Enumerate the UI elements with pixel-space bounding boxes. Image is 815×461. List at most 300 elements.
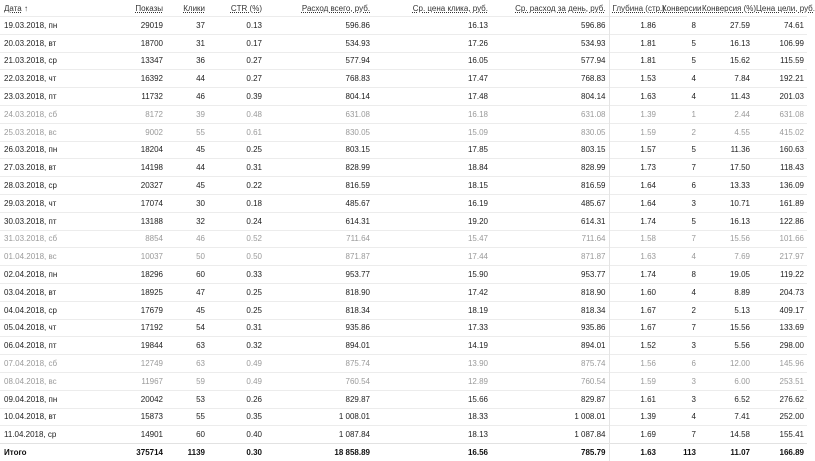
cell-conversions: 7 <box>691 430 696 440</box>
cell-avg-daily-spend: 816.59 <box>581 181 606 191</box>
cell-impressions: 13188 <box>140 216 163 226</box>
cell-impressions: 11967 <box>141 376 163 386</box>
cell-cost-per-goal: 145.96 <box>779 359 804 369</box>
cell-cost-per-goal: 204.73 <box>779 287 804 297</box>
cell-clicks: 53 <box>196 394 205 404</box>
cell-total-spend: 871.87 <box>345 252 370 262</box>
cell-avg-cpc: 16.05 <box>467 56 488 66</box>
cell-avg-daily-spend: 818.34 <box>581 305 606 315</box>
cell-cost-per-goal: 415.02 <box>779 127 804 137</box>
cell-date: 01.04.2018, вс <box>4 252 57 262</box>
cell-total-spend: 894.01 <box>345 341 370 351</box>
cell-date: 23.03.2018, пт <box>4 92 57 102</box>
cell-ctr: 0.49 <box>246 376 262 386</box>
cell-avg-cpc: 16.19 <box>467 198 488 208</box>
cell-impressions: 14901 <box>140 430 163 440</box>
cell-date: 07.04.2018, сб <box>4 359 58 369</box>
cell-conversions: 4 <box>691 92 696 102</box>
table-row <box>0 230 807 248</box>
cell-cost-per-goal: 115.59 <box>780 56 804 66</box>
cell-avg-daily-spend: 1 087.84 <box>574 430 606 440</box>
column-header-cost-per-goal[interactable]: Цена цели, руб. <box>756 3 815 13</box>
cell-ctr: 0.50 <box>246 252 262 262</box>
cell-avg-daily-spend: 818.90 <box>581 287 606 297</box>
cell-total-spend: 1 008.01 <box>338 412 370 422</box>
cell-cost-per-goal: 298.00 <box>779 341 804 351</box>
cell-clicks: 60 <box>196 270 205 280</box>
cell-conversion-rate: 15.56 <box>729 234 750 244</box>
cell-conversion-rate: 19.05 <box>729 270 750 280</box>
cell-conversion-rate: 12.00 <box>729 359 750 369</box>
cell-conversion-rate: 15.56 <box>729 323 750 333</box>
cell-impressions: 8854 <box>145 234 163 244</box>
cell-avg-cpc: 16.18 <box>467 109 488 119</box>
cell-ctr: 0.13 <box>246 20 262 30</box>
totals-conversions: 113 <box>659 444 699 461</box>
cell-total-spend: 534.93 <box>345 38 370 48</box>
cell-total-spend: 818.34 <box>345 305 370 315</box>
cell-total-spend: 830.05 <box>345 127 370 137</box>
cell-date: 20.03.2018, вт <box>4 38 57 48</box>
cell-avg-cpc: 14.19 <box>467 341 488 351</box>
cell-impressions: 19844 <box>140 341 163 351</box>
cell-impressions: 11732 <box>141 92 163 102</box>
cell-cost-per-goal: 161.89 <box>779 198 804 208</box>
cell-depth: 1.60 <box>609 283 659 301</box>
cell-ctr: 0.40 <box>246 430 262 440</box>
cell-depth: 1.64 <box>609 177 659 195</box>
totals-avg-cpc: 16.56 <box>373 444 491 461</box>
cell-total-spend: 711.64 <box>346 234 370 244</box>
cell-conversion-rate: 6.52 <box>734 394 750 404</box>
column-header-total-spend[interactable]: Расход всего, руб. <box>301 3 370 13</box>
column-header-avg-daily-spend[interactable]: Ср. расход за день, руб. <box>515 3 606 13</box>
cell-date: 22.03.2018, чт <box>4 74 57 84</box>
cell-conversions: 7 <box>691 163 696 173</box>
cell-total-spend: 818.90 <box>345 287 370 297</box>
table-row <box>0 212 807 230</box>
cell-impressions: 18925 <box>140 287 163 297</box>
cell-total-spend: 614.31 <box>345 216 370 226</box>
cell-clicks: 44 <box>196 74 205 84</box>
cell-clicks: 45 <box>196 305 205 315</box>
cell-cost-per-goal: 217.97 <box>779 252 804 262</box>
cell-depth: 1.59 <box>609 123 659 141</box>
cell-cost-per-goal: 101.66 <box>779 234 804 244</box>
cell-avg-daily-spend: 875.74 <box>581 359 606 369</box>
cell-cost-per-goal: 122.86 <box>779 216 804 226</box>
column-header-ctr[interactable]: CTR (%) <box>230 3 262 13</box>
cell-conversion-rate: 7.84 <box>734 74 750 84</box>
cell-depth: 1.81 <box>609 52 659 70</box>
cell-depth: 1.53 <box>609 70 659 88</box>
cell-avg-cpc: 18.84 <box>467 163 488 173</box>
cell-impressions: 18296 <box>140 270 163 280</box>
cell-conversion-rate: 16.13 <box>729 216 750 226</box>
cell-avg-daily-spend: 803.15 <box>581 145 606 155</box>
totals-avg-daily-spend: 785.79 <box>491 444 609 461</box>
cell-date: 08.04.2018, вс <box>4 376 57 386</box>
cell-conversion-rate: 13.33 <box>729 181 750 191</box>
cell-conversion-rate: 15.62 <box>729 56 750 66</box>
table-row <box>0 408 807 426</box>
cell-date: 26.03.2018, пн <box>4 145 58 155</box>
cell-avg-daily-spend: 614.31 <box>581 216 606 226</box>
cell-date: 11.04.2018, ср <box>4 430 57 440</box>
cell-cost-per-goal: 409.17 <box>779 305 804 315</box>
table-row <box>0 355 807 373</box>
header-row <box>0 0 807 17</box>
cell-depth: 1.64 <box>609 194 659 212</box>
cell-total-spend: 1 087.84 <box>338 430 370 440</box>
cell-date: 19.03.2018, пн <box>4 20 58 30</box>
cell-total-spend: 803.15 <box>345 145 370 155</box>
cell-total-spend: 760.54 <box>345 376 370 386</box>
cell-conversion-rate: 10.71 <box>729 198 750 208</box>
cell-total-spend: 828.99 <box>345 163 370 173</box>
table-body <box>0 17 807 444</box>
cell-avg-daily-spend: 631.08 <box>581 109 606 119</box>
cell-avg-daily-spend: 768.83 <box>581 74 606 84</box>
cell-ctr: 0.25 <box>246 305 262 315</box>
cell-conversions: 4 <box>691 74 696 84</box>
cell-avg-cpc: 16.13 <box>467 20 488 30</box>
cell-clicks: 36 <box>196 56 205 66</box>
cell-date: 06.04.2018, пт <box>4 341 57 351</box>
cell-cost-per-goal: 133.69 <box>779 323 804 333</box>
cell-ctr: 0.24 <box>246 216 262 226</box>
cell-conversions: 6 <box>691 181 696 191</box>
cell-conversions: 2 <box>691 305 696 315</box>
column-header-conversion-rate[interactable]: Конверсия (%) <box>702 3 757 13</box>
cell-date: 24.03.2018, сб <box>4 109 58 119</box>
totals-conversion-rate: 11.07 <box>699 444 753 461</box>
cell-conversions: 6 <box>691 359 696 369</box>
table-row <box>0 34 807 52</box>
cell-avg-cpc: 19.20 <box>467 216 488 226</box>
cell-avg-daily-spend: 894.01 <box>581 341 606 351</box>
cell-total-spend: 577.94 <box>345 56 370 66</box>
cell-avg-daily-spend: 760.54 <box>581 376 606 386</box>
cell-avg-daily-spend: 935.86 <box>581 323 606 333</box>
table-row <box>0 390 807 408</box>
cell-conversions: 5 <box>691 38 696 48</box>
cell-conversions: 5 <box>691 145 696 155</box>
table-row <box>0 141 807 159</box>
totals-row <box>0 444 807 461</box>
column-header-conversions[interactable]: Конверсии <box>662 3 702 13</box>
cell-clicks: 45 <box>196 145 205 155</box>
cell-total-spend: 816.59 <box>345 181 370 191</box>
table-row <box>0 337 807 355</box>
cell-impressions: 18204 <box>140 145 163 155</box>
cell-conversions: 7 <box>691 323 696 333</box>
cell-conversion-rate: 17.50 <box>729 163 750 173</box>
cell-ctr: 0.22 <box>246 181 262 191</box>
cell-total-spend: 485.67 <box>345 198 370 208</box>
cell-depth: 1.67 <box>609 301 659 319</box>
cell-clicks: 31 <box>196 38 205 48</box>
cell-conversion-rate: 7.69 <box>734 252 750 262</box>
cell-clicks: 55 <box>196 412 205 422</box>
cell-date: 30.03.2018, пт <box>4 216 57 226</box>
cell-clicks: 44 <box>196 163 205 173</box>
cell-clicks: 54 <box>196 323 205 333</box>
cell-clicks: 63 <box>196 359 205 369</box>
cell-avg-cpc: 18.33 <box>467 412 488 422</box>
cell-ctr: 0.25 <box>246 145 262 155</box>
cell-ctr: 0.18 <box>246 198 262 208</box>
cell-clicks: 47 <box>196 287 205 297</box>
cell-conversion-rate: 14.58 <box>729 430 750 440</box>
cell-conversions: 8 <box>691 20 696 30</box>
table-row <box>0 426 807 444</box>
cell-date: 27.03.2018, вт <box>4 163 57 173</box>
cell-avg-cpc: 12.89 <box>467 376 488 386</box>
cell-impressions: 17192 <box>140 323 163 333</box>
cell-depth: 1.67 <box>609 319 659 337</box>
table-row <box>0 266 807 284</box>
cell-conversion-rate: 5.13 <box>734 305 750 315</box>
cell-date: 05.04.2018, чт <box>4 323 57 333</box>
cell-ctr: 0.39 <box>246 92 262 102</box>
cell-avg-daily-spend: 830.05 <box>581 127 606 137</box>
cell-cost-per-goal: 119.22 <box>780 270 804 280</box>
cell-cost-per-goal: 252.00 <box>779 412 804 422</box>
cell-clicks: 59 <box>196 376 205 386</box>
cell-depth: 1.56 <box>609 355 659 373</box>
cell-clicks: 39 <box>196 109 205 119</box>
cell-depth: 1.74 <box>609 212 659 230</box>
totals-cost-per-goal: 166.89 <box>753 444 807 461</box>
cell-avg-daily-spend: 577.94 <box>581 56 606 66</box>
cell-impressions: 14198 <box>140 163 163 173</box>
cell-impressions: 15873 <box>140 412 163 422</box>
cell-avg-cpc: 17.26 <box>467 38 488 48</box>
totals-clicks: 1139 <box>166 444 208 461</box>
totals-ctr: 0.30 <box>208 444 265 461</box>
table-row <box>0 194 807 212</box>
cell-date: 31.03.2018, сб <box>4 234 58 244</box>
totals-impressions: 375714 <box>96 444 166 461</box>
cell-total-spend: 631.08 <box>345 109 370 119</box>
totals-depth: 1.63 <box>609 444 659 461</box>
cell-ctr: 0.35 <box>246 412 262 422</box>
cell-avg-daily-spend: 596.86 <box>581 20 606 30</box>
table-row <box>0 88 807 106</box>
cell-clicks: 55 <box>196 127 205 137</box>
cell-conversions: 3 <box>691 198 696 208</box>
cell-avg-cpc: 17.42 <box>467 287 488 297</box>
cell-ctr: 0.31 <box>246 323 262 333</box>
cell-conversions: 7 <box>691 234 696 244</box>
cell-avg-daily-spend: 953.77 <box>581 270 606 280</box>
column-header-avg-cpc[interactable]: Ср. цена клика, руб. <box>412 3 488 13</box>
cell-depth: 1.39 <box>609 105 659 123</box>
cell-date: 28.03.2018, ср <box>4 181 57 191</box>
cell-ctr: 0.25 <box>246 287 262 297</box>
cell-clicks: 45 <box>196 181 205 191</box>
cell-conversion-rate: 8.89 <box>734 287 750 297</box>
cell-conversions: 4 <box>691 287 696 297</box>
cell-impressions: 16392 <box>140 74 163 84</box>
cell-conversion-rate: 11.43 <box>730 92 750 102</box>
table-row <box>0 17 807 35</box>
cell-avg-cpc: 18.19 <box>467 305 488 315</box>
cell-ctr: 0.48 <box>246 109 262 119</box>
cell-clicks: 50 <box>196 252 205 262</box>
cell-date: 09.04.2018, пн <box>4 394 58 404</box>
cell-avg-daily-spend: 1 008.01 <box>574 412 606 422</box>
cell-total-spend: 596.86 <box>345 20 370 30</box>
cell-ctr: 0.27 <box>246 74 262 84</box>
cell-avg-cpc: 17.44 <box>467 252 488 262</box>
cell-impressions: 20042 <box>140 394 163 404</box>
cell-conversions: 3 <box>691 341 696 351</box>
cell-cost-per-goal: 74.61 <box>783 20 804 30</box>
table-row <box>0 301 807 319</box>
cell-avg-cpc: 17.47 <box>467 74 488 84</box>
table-row <box>0 70 807 88</box>
cell-cost-per-goal: 276.62 <box>779 394 804 404</box>
cell-cost-per-goal: 253.51 <box>779 376 804 386</box>
cell-avg-daily-spend: 711.64 <box>581 234 606 244</box>
cell-conversion-rate: 27.59 <box>729 20 750 30</box>
cell-total-spend: 768.83 <box>345 74 370 84</box>
cell-clicks: 63 <box>196 341 205 351</box>
cell-conversion-rate: 2.44 <box>734 109 750 119</box>
cell-clicks: 37 <box>196 20 205 30</box>
cell-avg-cpc: 15.66 <box>467 394 488 404</box>
cell-conversion-rate: 5.56 <box>734 341 750 351</box>
cell-impressions: 13347 <box>140 56 163 66</box>
cell-cost-per-goal: 106.99 <box>779 38 804 48</box>
cell-avg-cpc: 18.15 <box>467 181 488 191</box>
column-header-depth[interactable]: Глубина (стр.) <box>609 0 659 17</box>
cell-avg-daily-spend: 871.87 <box>581 252 606 262</box>
table-row <box>0 372 807 390</box>
cell-total-spend: 935.86 <box>345 323 370 333</box>
cell-date: 29.03.2018, чт <box>4 198 57 208</box>
cell-ctr: 0.49 <box>246 359 262 369</box>
cell-impressions: 12749 <box>140 359 163 369</box>
cell-impressions: 17074 <box>140 198 163 208</box>
cell-impressions: 20327 <box>140 181 163 191</box>
cell-total-spend: 875.74 <box>345 359 370 369</box>
cell-depth: 1.86 <box>609 17 659 35</box>
cell-cost-per-goal: 155.41 <box>779 430 804 440</box>
cell-cost-per-goal: 192.21 <box>779 74 804 84</box>
cell-date: 10.04.2018, вт <box>4 412 57 422</box>
cell-conversion-rate: 11.36 <box>730 145 750 155</box>
cell-date: 03.04.2018, вт <box>4 287 57 297</box>
cell-depth: 1.59 <box>609 372 659 390</box>
cell-cost-per-goal: 118.43 <box>780 163 804 173</box>
cell-conversions: 5 <box>691 56 696 66</box>
cell-conversion-rate: 4.55 <box>734 127 750 137</box>
cell-depth: 1.39 <box>609 408 659 426</box>
cell-avg-cpc: 15.47 <box>467 234 488 244</box>
table-row <box>0 123 807 141</box>
cell-clicks: 46 <box>196 92 205 102</box>
cell-ctr: 0.32 <box>246 341 262 351</box>
cell-avg-daily-spend: 804.14 <box>581 92 606 102</box>
cell-clicks: 32 <box>196 216 205 226</box>
table-row <box>0 283 807 301</box>
cell-conversion-rate: 7.41 <box>734 412 750 422</box>
cell-cost-per-goal: 136.09 <box>779 181 804 191</box>
cell-ctr: 0.52 <box>246 234 262 244</box>
cell-depth: 1.74 <box>609 266 659 284</box>
cell-impressions: 8172 <box>145 109 163 119</box>
cell-total-spend: 953.77 <box>345 270 370 280</box>
cell-avg-daily-spend: 829.87 <box>581 394 606 404</box>
table-row <box>0 159 807 177</box>
table-row <box>0 248 807 266</box>
cell-ctr: 0.61 <box>246 127 262 137</box>
cell-impressions: 18700 <box>140 38 163 48</box>
cell-depth: 1.73 <box>609 159 659 177</box>
cell-conversion-rate: 16.13 <box>729 38 750 48</box>
column-header-impressions[interactable]: Показы <box>135 3 163 13</box>
cell-depth: 1.81 <box>609 34 659 52</box>
cell-date: 02.04.2018, пн <box>4 270 58 280</box>
cell-ctr: 0.26 <box>246 394 262 404</box>
cell-depth: 1.63 <box>609 248 659 266</box>
cell-depth: 1.52 <box>609 337 659 355</box>
cell-conversions: 2 <box>691 127 696 137</box>
cell-cost-per-goal: 631.08 <box>779 109 804 119</box>
totals-label: Итого <box>0 444 96 461</box>
cell-impressions: 10037 <box>140 252 163 262</box>
cell-avg-daily-spend: 828.99 <box>581 163 606 173</box>
table-row <box>0 52 807 70</box>
cell-conversions: 1 <box>691 109 696 119</box>
cell-impressions: 17679 <box>140 305 163 315</box>
cell-ctr: 0.27 <box>246 56 262 66</box>
cell-date: 25.03.2018, вс <box>4 127 57 137</box>
cell-conversions: 4 <box>691 412 696 422</box>
cell-ctr: 0.31 <box>246 163 262 173</box>
cell-ctr: 0.33 <box>246 270 262 280</box>
cell-avg-cpc: 17.33 <box>467 323 488 333</box>
cell-depth: 1.58 <box>609 230 659 248</box>
cell-conversion-rate: 6.00 <box>734 376 750 386</box>
cell-clicks: 60 <box>196 430 205 440</box>
cell-ctr: 0.17 <box>246 38 262 48</box>
cell-clicks: 46 <box>196 234 205 244</box>
cell-date: 21.03.2018, ср <box>4 56 57 66</box>
cell-cost-per-goal: 201.03 <box>779 92 804 102</box>
cell-avg-cpc: 18.13 <box>467 430 488 440</box>
cell-avg-cpc: 15.90 <box>467 270 488 280</box>
column-header-date[interactable]: Дата ↑ <box>4 3 28 13</box>
cell-clicks: 30 <box>196 198 205 208</box>
cell-date: 04.04.2018, ср <box>4 305 57 315</box>
cell-avg-cpc: 15.09 <box>467 127 488 137</box>
column-header-clicks[interactable]: Клики <box>183 3 205 13</box>
cell-avg-cpc: 13.90 <box>467 359 488 369</box>
cell-depth: 1.57 <box>609 141 659 159</box>
sort-arrow-icon: ↑ <box>23 3 28 13</box>
cell-avg-cpc: 17.48 <box>467 92 488 102</box>
cell-conversions: 5 <box>691 216 696 226</box>
table-row <box>0 319 807 337</box>
cell-depth: 1.69 <box>609 426 659 444</box>
cell-conversions: 4 <box>691 252 696 262</box>
cell-depth: 1.63 <box>609 88 659 106</box>
cell-conversions: 8 <box>691 270 696 280</box>
